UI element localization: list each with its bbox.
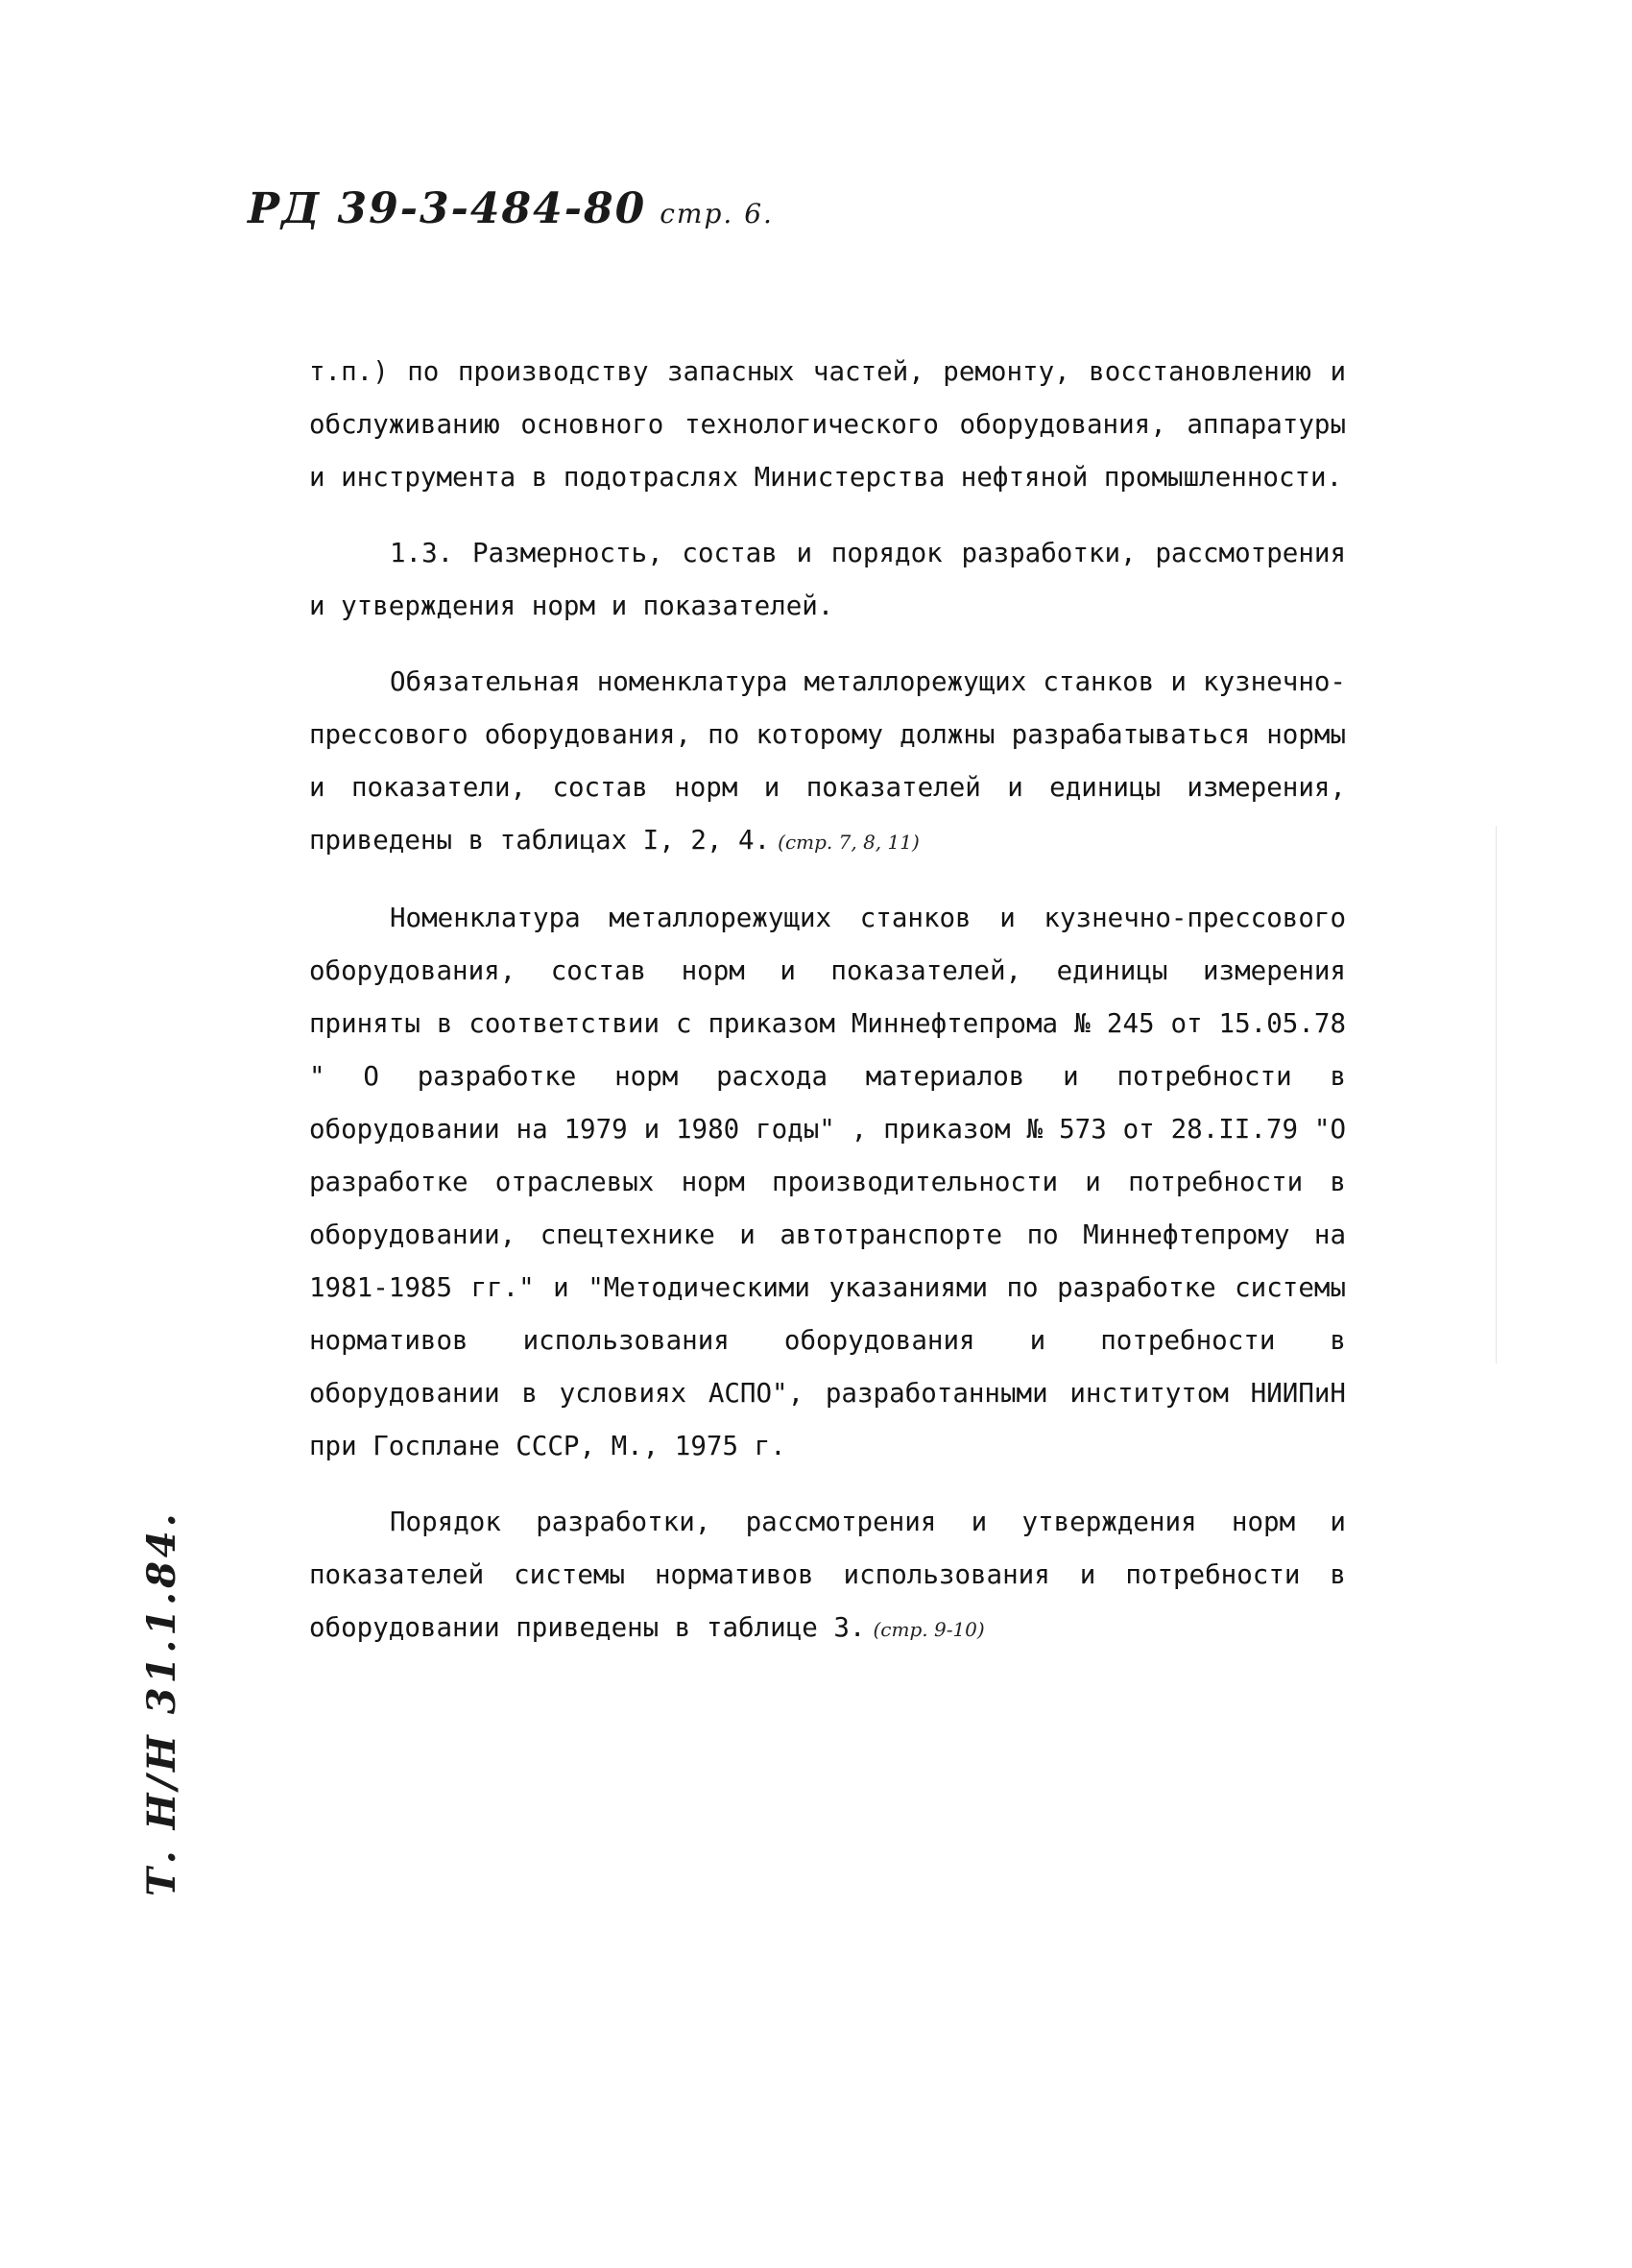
paragraph: [309, 1496, 1346, 1656]
scan-artifact-line: [1496, 826, 1497, 1363]
handwritten-page-note: (стр. 7, 8, 11): [778, 831, 920, 854]
document-body: [309, 346, 1346, 1679]
page-reference: стр. 6.: [660, 198, 774, 229]
document-number: [248, 184, 774, 233]
handwritten-page-note: (стр. 9-10): [873, 1618, 985, 1641]
paragraph: [309, 892, 1346, 1473]
paragraph: [309, 656, 1346, 869]
paragraph-text: т.п.) по производству запасных частей, ремонту, восстановлению и обслуживанию основного технологического оборудования, аппаратуры и инструмента в подотраслях Министерства нефтяной промышленности.: [309, 356, 1346, 493]
paragraph-text: Номенклатура металлорежущих станков и кузнечно-прессового оборудования, состав норм и показателей, единицы измерения приняты в соответствии с приказом Миннефтепрома № 245 от 15.05.78 " О разработке норм расхода материалов и потребности в оборудовании на 1979 и 1980 годы" , приказом № 573 от 28.II.79 "О разработке отраслевых норм производительности и потребности в оборудовании, спецтехнике и автотранспорте по Миннефтепрому на 1981-1985 гг." и "Методическими указаниями по разработке системы нормативов использования оборудования и потребности в оборудовании в условиях АСПО", разработанными институтом НИИПиН при Госплане СССР, М., 1975 г.: [309, 903, 1346, 1461]
paragraph-text: Порядок разработки, рассмотрения и утверждения норм и показателей системы нормативов использования и потребности в оборудовании приведены в таблице 3.: [309, 1507, 1346, 1643]
doc-number-text: РД 39-3-484-80: [248, 184, 647, 233]
handwritten-margin-note: Т. Н/Н 31.1.84.: [139, 1509, 184, 1896]
paragraph-text: 1.3. Размерность, состав и порядок разработки, рассмотрения и утверждения норм и показателей.: [309, 538, 1346, 621]
paragraph-continuation: [309, 346, 1346, 504]
section-heading-paragraph: [309, 527, 1346, 633]
paragraph-text: Обязательная номенклатура металлорежущих станков и кузнечно-прессового оборудования, по которому должны разрабатываться нормы и показатели, состав норм и показателей и единицы измерения, приведены в таблицах I, 2, 4.: [309, 666, 1346, 856]
